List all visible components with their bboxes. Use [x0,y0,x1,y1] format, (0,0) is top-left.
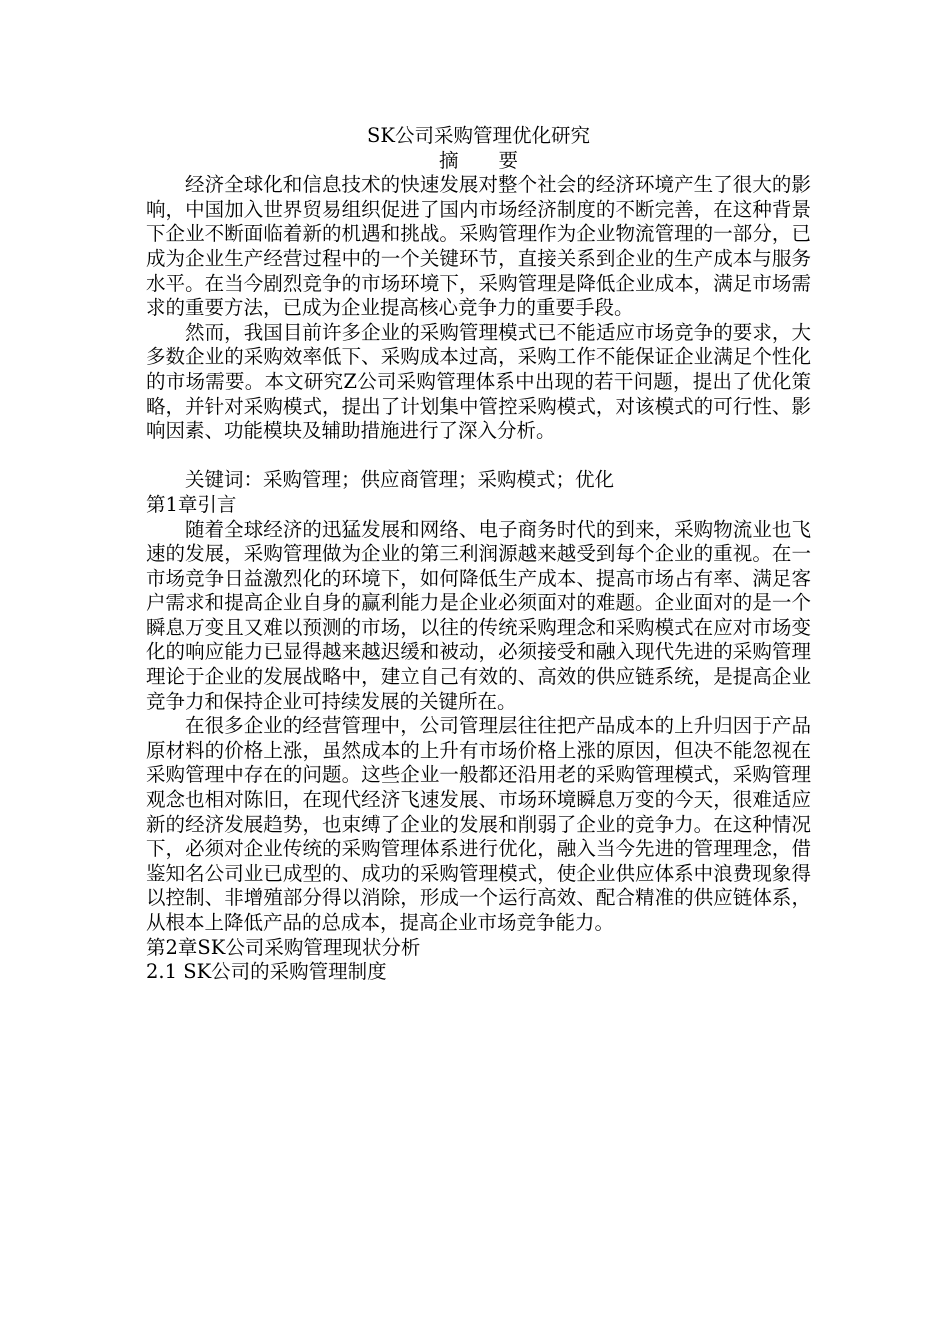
chapter-1-paragraph-1: 随着全球经济的迅猛发展和网络、电子商务时代的到来，采购物流业也飞速的发展，采购管理做为企业的第三利润源越来越受到每个企业的重视。在一市场竞争日益激烈化的环境下，如何降低生产成本、提高市场占有率、满足客户需求和提高企业自身的赢利能力是企业必须面对的难题。企业面对的是一个瞬息万变且又难以预测的市场，以往的传统采购理念和采购模式在应对市场变化的响应能力已显得越来越迟缓和被动，必须接受和融入现代先进的采购管理理论于企业的发展战略中，建立自己有效的、高效的供应链系统，是提高企业竞争力和保持企业可持续发展的关键所在。 [146,517,811,713]
abstract-paragraph-1: 经济全球化和信息技术的快速发展对整个社会的经济环境产生了很大的影响，中国加入世界贸易组织促进了国内市场经济制度的不断完善，在这种背景下企业不断面临着新的机遇和挑战。采购管理作为企业物流管理的一部分，已成为企业生产经营过程中的一个关键环节，直接关系到企业的生产成本与服务水平。在当今剧烈竞争的市场环境下，采购管理是降低企业成本，满足市场需求的重要方法，已成为企业提高核心竞争力的重要手段。 [146,173,811,320]
chapter-1-heading: 第1章引言 [146,492,237,516]
abstract-paragraph-2: 然而，我国目前许多企业的采购管理模式已不能适应市场竞争的要求，大多数企业的采购效率低下、采购成本过高，采购工作不能保证企业满足个性化的市场需要。本文研究Z公司采购管理体系中出现的若干问题，提出了优化策略，并针对采购模式，提出了计划集中管控采购模式，对该模式的可行性、影响因素、功能模块及辅助措施进行了深入分析。 [146,320,811,443]
document-page [146,124,811,985]
abstract-heading [146,149,811,174]
abstract-heading-left: 摘 [438,148,459,172]
chapter-2-heading: 第2章SK公司采购管理现状分析 [146,935,421,959]
abstract-heading-right: 要 [498,148,519,172]
keywords-line: 关键词：采购管理；供应商管理；采购模式；优化 [185,468,615,492]
chapter-1-paragraph-2: 在很多企业的经营管理中，公司管理层往往把产品成本的上升归因于产品原材料的价格上涨，虽然成本的上升有市场价格上涨的原因，但决不能忽视在采购管理中存在的问题。这些企业一般都还沿用老的采购管理模式，采购管理观念也相对陈旧，在现代经济飞速发展、市场环境瞬息万变的今天，很难适应新的经济发展趋势，也束缚了企业的发展和削弱了企业的竞争力。在这种情况下，必须对企业传统的采购管理体系进行优化，融入当今先进的管理理念，借鉴知名公司业已成型的、成功的采购管理模式，使企业供应体系中浪费现象得以控制、非增殖部分得以消除，形成一个运行高效、配合精准的供应链体系，从根本上降低产品的总成本，提高企业市场竞争能力。 [146,714,811,934]
document-title: SK公司采购管理优化研究 [367,124,590,147]
section-2-1-heading: 2.1 SK公司的采购管理制度 [146,960,387,984]
